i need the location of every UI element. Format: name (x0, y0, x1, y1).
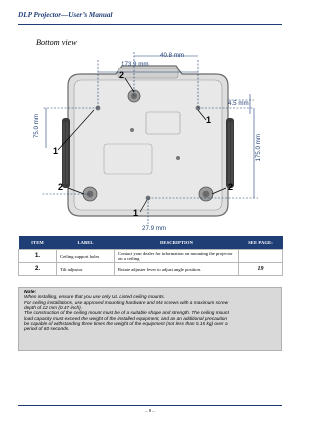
page-number: – 8 – (145, 408, 155, 413)
note-line: period of 60 seconds. (24, 327, 70, 333)
callout-number: 1 (133, 208, 139, 218)
note-line: depth of 12 mm (0.47 inch). (24, 306, 83, 312)
table-header-row (19, 236, 283, 250)
note-line: The construction of the ceiling mount must be of a suitable shape and strength. The ceiling mount (24, 311, 229, 317)
note-box (18, 287, 282, 351)
footer-divider (18, 405, 282, 406)
dimension-label: 40.8 mm (160, 52, 185, 59)
note-line: When installing, ensure that you use only UL Listed ceiling mounts. (24, 295, 165, 301)
note-title: Note: (24, 290, 37, 295)
dimension-label: 4.5 mm (228, 100, 249, 107)
dimension-label: 173.9 mm (121, 61, 149, 68)
column-header-description: DESCRIPTION (115, 236, 239, 250)
right-vent (226, 118, 234, 188)
section-title: Bottom view (36, 38, 77, 47)
manual-header-title: DLP Projector—User’s Manual (18, 11, 113, 19)
item-see-page (239, 250, 283, 263)
item-number: 2. (19, 263, 57, 276)
front-lens-area (118, 68, 178, 78)
table-row (19, 250, 283, 263)
item-description: Rotate adjuster lever to adjust angle position. (115, 263, 239, 276)
callout-number: 2 (119, 70, 125, 80)
screw (176, 156, 180, 160)
note-line: load capacity must exceed the weight of the installed equipment, and as an additional precaution (24, 316, 228, 322)
item-number: 1. (19, 250, 57, 263)
note-line: For ceiling installations, use approved mounting hardware and M4 screws with a maximum screw (24, 300, 229, 306)
column-header-item: ITEM (19, 236, 57, 250)
left-vent (62, 118, 70, 188)
projector-bottom-drawing (28, 48, 270, 232)
callout-number: 2 (58, 182, 64, 192)
item-label: Tilt adjustor (57, 263, 115, 276)
parts-table (18, 236, 283, 276)
callout-number: 1 (53, 146, 59, 156)
column-header-see-page: SEE PAGE: (239, 236, 283, 250)
note-line: be capable of withstanding three times the weight of the equipment (not less than 5.15 kg) over a (24, 322, 228, 328)
callout-number: 1 (206, 115, 212, 125)
bottom-view-diagram (28, 48, 270, 232)
item-see-page-link[interactable]: 19 (239, 263, 283, 276)
column-header-label: LABEL (57, 236, 115, 250)
table-row (19, 263, 283, 276)
item-label: Ceiling support holes (57, 250, 115, 263)
dimension-label: 27.9 mm (142, 225, 167, 232)
dimension-label: 75.0 mm (33, 114, 40, 139)
screw (130, 128, 134, 132)
item-description: Contact your dealer for information on mounting the projector on a ceiling (115, 250, 239, 263)
header-divider (18, 24, 282, 25)
callout-number: 2 (228, 182, 234, 192)
dimension-label: 175.0 mm (255, 134, 262, 162)
